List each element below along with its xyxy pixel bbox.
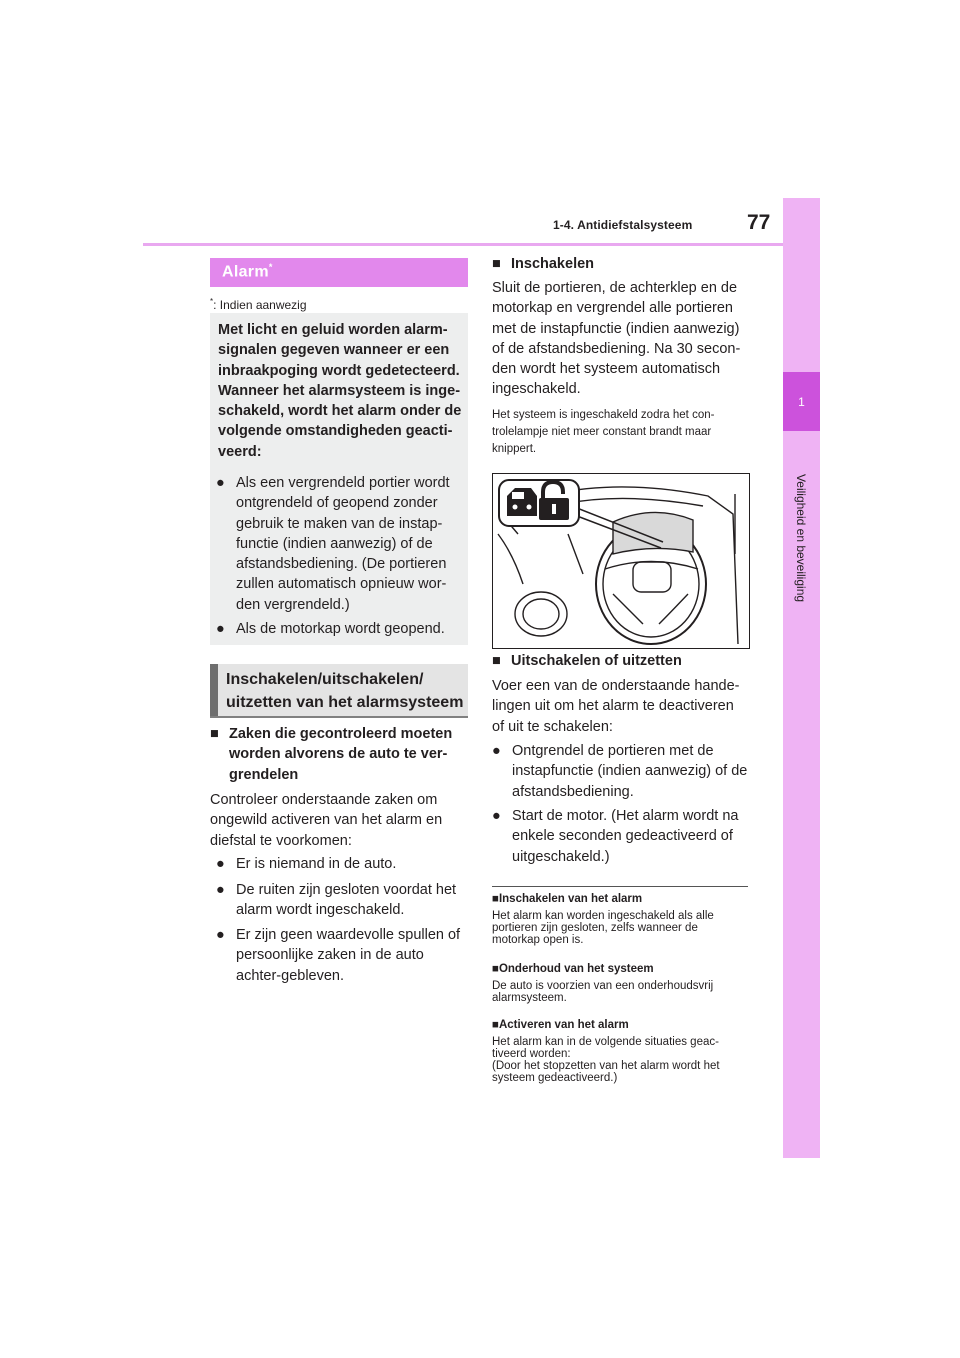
disarm-heading: ■ Uitschakelen of uitzetten	[492, 651, 748, 671]
dashboard-illustration	[492, 473, 750, 649]
section-heading-text: Inschakelen/uitschakelen/ uitzetten van het alarmsysteem	[226, 671, 464, 711]
square-icon: ■	[492, 256, 501, 272]
square-icon: ■	[492, 893, 499, 905]
footnote-text: : Indien aanwezig	[213, 298, 307, 312]
notes-divider	[492, 886, 748, 887]
note-title: ■Onderhoud van het systeem	[492, 963, 654, 975]
note-body: Het alarm kan worden ingeschakeld als alle portieren zijn gesloten, zelfs wanneer de motorkap open is.	[492, 910, 714, 946]
chapter-title: Veiligheid en beveiliging	[794, 473, 808, 603]
check-intro: Controleer onderstaande zaken om ongewild activeren van het alarm en diefstal te voorkomen:	[210, 792, 443, 849]
intro-text: Met licht en geluid worden alarm-signalen gegeven wanneer er een inbraakpoging wordt gedetecteerd. Wanneer het alarmsysteem is inge-schakeld, wordt het alarm onder de volgende omstandigheden geacti-veerd:	[218, 322, 462, 460]
list-item: ● De ruiten zijn gesloten voordat het alarm wordt ingeschakeld.	[216, 882, 457, 919]
check-heading: ■ Zaken die gecontroleerd moeten worden alvorens de auto te ver-grendelen	[210, 726, 453, 783]
arm-heading: ■ Inschakelen	[492, 254, 748, 274]
footnote-mark: *	[210, 297, 214, 306]
disarm-body: Voer een van de onderstaande hande-lingen uit om het alarm te deactiveren of uit te schakelen:	[492, 678, 740, 735]
square-icon: ■	[492, 1019, 499, 1031]
alarm-banner-title: Alarm	[222, 263, 269, 281]
list-item: ● Er zijn geen waardevolle spullen of persoonlijke zaken in de auto achter-gebleven.	[216, 927, 461, 984]
list-item: ● Er is niemand in de auto.	[216, 854, 468, 874]
square-icon: ■	[492, 963, 499, 975]
header-rule	[143, 243, 783, 246]
list-item: ● Ontgrendel de portieren met de instapfunctie (indien aanwezig) of de afstandsbediening.	[492, 743, 748, 800]
bullet-icon: ●	[492, 808, 501, 824]
arm-note: Het systeem is ingeschakeld zodra het con-trolelampje niet meer constant brandt maar knippert.	[492, 409, 715, 455]
bullet-icon: ●	[216, 882, 225, 898]
bullet-icon: ●	[492, 743, 501, 759]
bullet-icon: ●	[216, 927, 225, 943]
square-icon: ■	[210, 726, 219, 742]
square-icon: ■	[492, 653, 501, 669]
note-body: Het alarm kan in de volgende situaties geac-tiveerd worden: (Door het stopzetten van het alarm wordt het systeem gedeactiveerd.)	[492, 1036, 720, 1084]
list-item: ● Als de motorkap wordt geopend.	[216, 619, 466, 639]
list-item: ● Als een vergrendeld portier wordt ontgrendeld of geopend zonder gebruik te maken van de instap-functie (indien aanwezig) of de afstandsbediening. (De portieren zullen automatisch opnieuw wor-den vergrendeld.)	[216, 475, 450, 613]
list-item: ● Start de motor. (Het alarm wordt na enkele seconden gedeactiveerd of uitgeschakeld.)	[492, 808, 739, 865]
side-tab	[783, 198, 820, 1158]
alarm-banner	[210, 258, 468, 287]
note-title: ■Inschakelen van het alarm	[492, 893, 643, 905]
note-body: De auto is voorzien van een onderhoudsvrij alarmsysteem.	[492, 980, 714, 1004]
chapter-number: 1	[783, 372, 820, 431]
section-label: 1-4. Antidiefstalsysteem	[553, 218, 693, 232]
bullet-icon: ●	[216, 621, 225, 637]
alarm-banner-asterisk: *	[268, 262, 273, 272]
note-title: ■Activeren van het alarm	[492, 1019, 629, 1031]
bullet-icon: ●	[216, 475, 225, 491]
footnote	[210, 297, 307, 312]
arm-body: Sluit de portieren, de achterklep en de motorkap en vergrendel alle portieren met de instapfunctie (indien aanwezig) of de afstandsbediening. Na 30 secon-den wordt het systeem automatisch ingeschakeld.	[492, 280, 741, 398]
section-heading	[210, 664, 468, 718]
security-indicator-icon	[499, 480, 579, 526]
page-number: 77	[747, 211, 771, 234]
bullet-icon: ●	[216, 856, 225, 872]
